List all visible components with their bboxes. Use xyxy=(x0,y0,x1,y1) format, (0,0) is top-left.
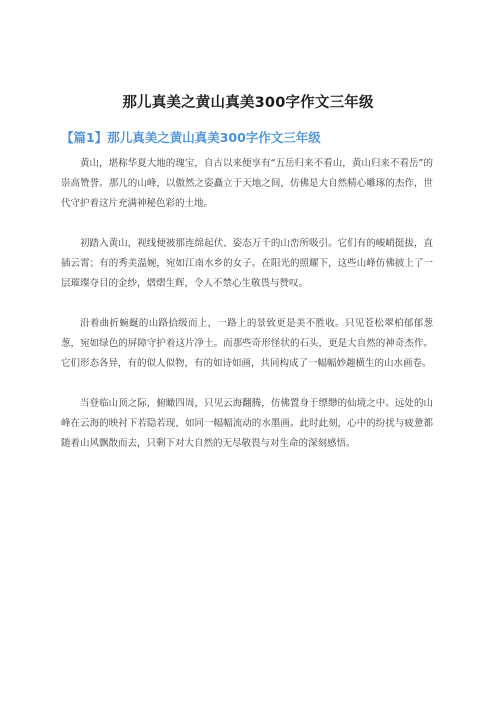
paragraph-2: 初踏入黄山，视线便被那连绵起伏、姿态万千的山峦所吸引。它们有的峻峭挺拔，直插云霄；有的秀美温婉，宛如江南水乡的女子。在阳光的照耀下，这些山峰仿佛披上了一层璀璨夺目的金纱，熠熠生辉，令人不禁心生敬畏与赞叹。 xyxy=(61,238,433,289)
document-title: 那儿真美之黄山真美300字作文三年级 xyxy=(122,95,374,111)
section-heading: 【篇1】那儿真美之黄山真美300字作文三年级 xyxy=(61,130,321,145)
paragraph-4: 当登临山顶之际，俯瞰四周，只见云海翻腾，仿佛置身于缥缈的仙境之中。远处的山峰在云海的映衬下若隐若现，如同一幅幅流动的水墨画。此时此刻，心中的纷扰与疲惫都随着山风飘散而去，只剩下对大自然的无尽敬畏与对生命的深刻感悟。 xyxy=(61,398,433,449)
paragraph-3: 沿着曲折蜿蜒的山路拾级而上，一路上的景致更是美不胜收。只见苍松翠柏郁郁葱葱，宛如绿色的屏障守护着这片净土。而那些奇形怪状的石头，更是大自然的神奇杰作。它们形态各异，有的似人似物，有的如诗如画，共同构成了一幅幅妙趣横生的山水画卷。 xyxy=(61,318,433,369)
paragraph-1: 黄山，堪称华夏大地的瑰宝，自古以来便享有“五岳归来不看山，黄山归来不看岳”的崇高赞誉。那儿的山峰，以傲然之姿矗立于天地之间，仿佛是大自然精心雕琢的杰作，世代守护着这片充满神秘色彩的土地。 xyxy=(61,158,433,209)
